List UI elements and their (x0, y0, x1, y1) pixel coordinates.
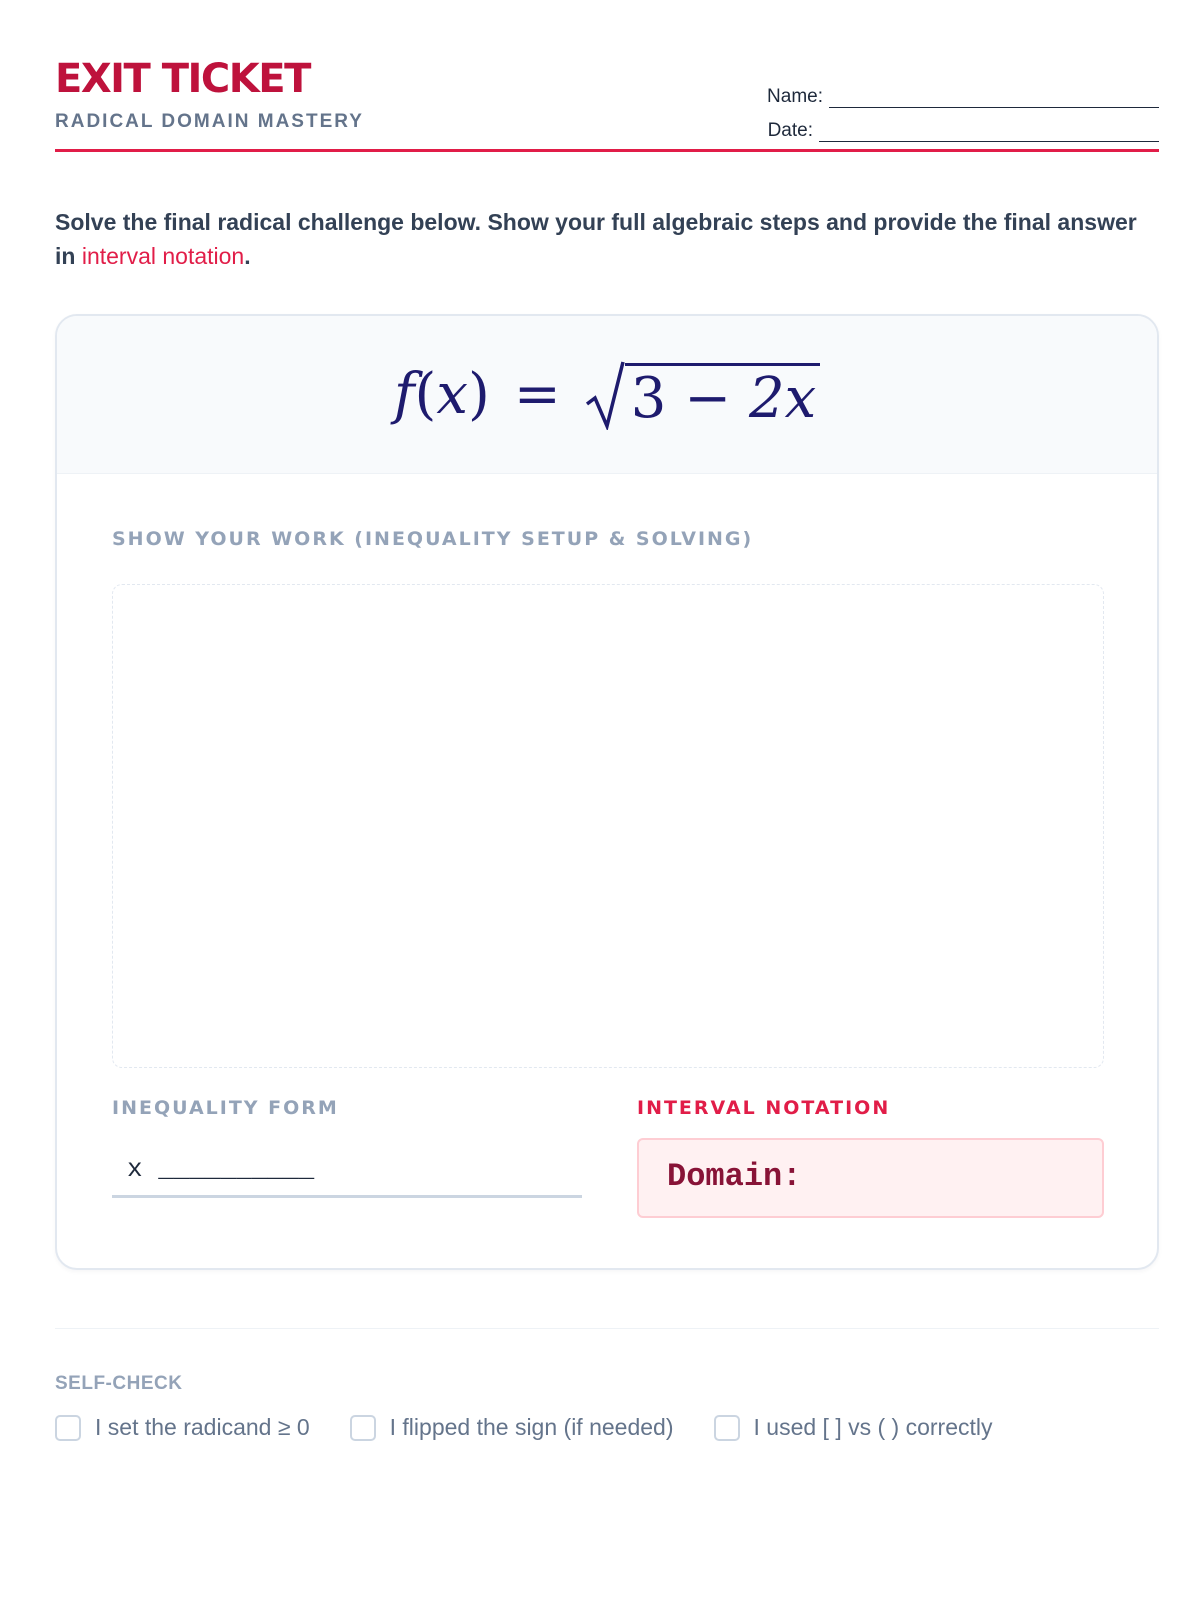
instructions (55, 205, 1159, 273)
problem-card (55, 314, 1159, 1270)
self-check-list (55, 1414, 1033, 1441)
check-label: I set the radicand ≥ 0 (95, 1414, 310, 1440)
inequality-label: INEQUALITY FORM (112, 1097, 339, 1119)
interval-label: INTERVAL NOTATION (637, 1097, 891, 1119)
work-area[interactable] (112, 584, 1104, 1068)
inequality-field[interactable]: x __________ (112, 1146, 582, 1198)
date-line[interactable] (819, 122, 1159, 142)
instructions-text: Solve the final radical challenge below. Show your full algebraic steps and provide the final answer in (55, 209, 1137, 269)
open-paren: ( (414, 362, 437, 427)
page-subtitle: RADICAL DOMAIN MASTERY (55, 111, 364, 132)
function-variable: x (436, 362, 468, 427)
interval-answer-box[interactable]: Domain: (637, 1138, 1104, 1218)
name-row (759, 74, 1159, 108)
checkbox[interactable] (55, 1415, 81, 1441)
exit-ticket-page (55, 0, 1159, 1440)
self-check-sign[interactable] (350, 1414, 674, 1441)
student-info (759, 74, 1159, 142)
self-check-radicand[interactable] (55, 1414, 310, 1441)
checkbox[interactable] (714, 1415, 740, 1441)
page-title: EXIT TICKET (55, 56, 310, 102)
header (55, 0, 1159, 152)
equation-band (57, 316, 1157, 474)
date-row (759, 108, 1159, 142)
instructions-end: . (244, 243, 251, 269)
radicand-operator: − (684, 365, 732, 431)
divider (55, 1328, 1159, 1329)
radicand-term: 2x (748, 365, 817, 431)
function-name: f (393, 362, 415, 427)
name-label: Name: (767, 86, 823, 107)
square-root (585, 360, 820, 430)
function-equation (394, 360, 820, 430)
equals-sign: = (513, 362, 561, 427)
check-label: I flipped the sign (if needed) (389, 1414, 674, 1440)
radicand-constant: 3 (630, 365, 667, 431)
instructions-accent: interval notation (81, 243, 245, 269)
name-line[interactable] (829, 88, 1159, 108)
close-paren: ) (468, 362, 490, 427)
date-label: Date: (767, 120, 813, 141)
radicand (625, 363, 820, 430)
check-label: I used [ ] vs ( ) correctly (753, 1414, 993, 1440)
self-check-label: SELF-CHECK (55, 1373, 183, 1394)
work-label: SHOW YOUR WORK (INEQUALITY SETUP & SOLVING) (112, 528, 754, 550)
self-check-brackets[interactable] (714, 1414, 993, 1441)
radical-sign-icon (585, 360, 625, 430)
checkbox[interactable] (350, 1415, 376, 1441)
